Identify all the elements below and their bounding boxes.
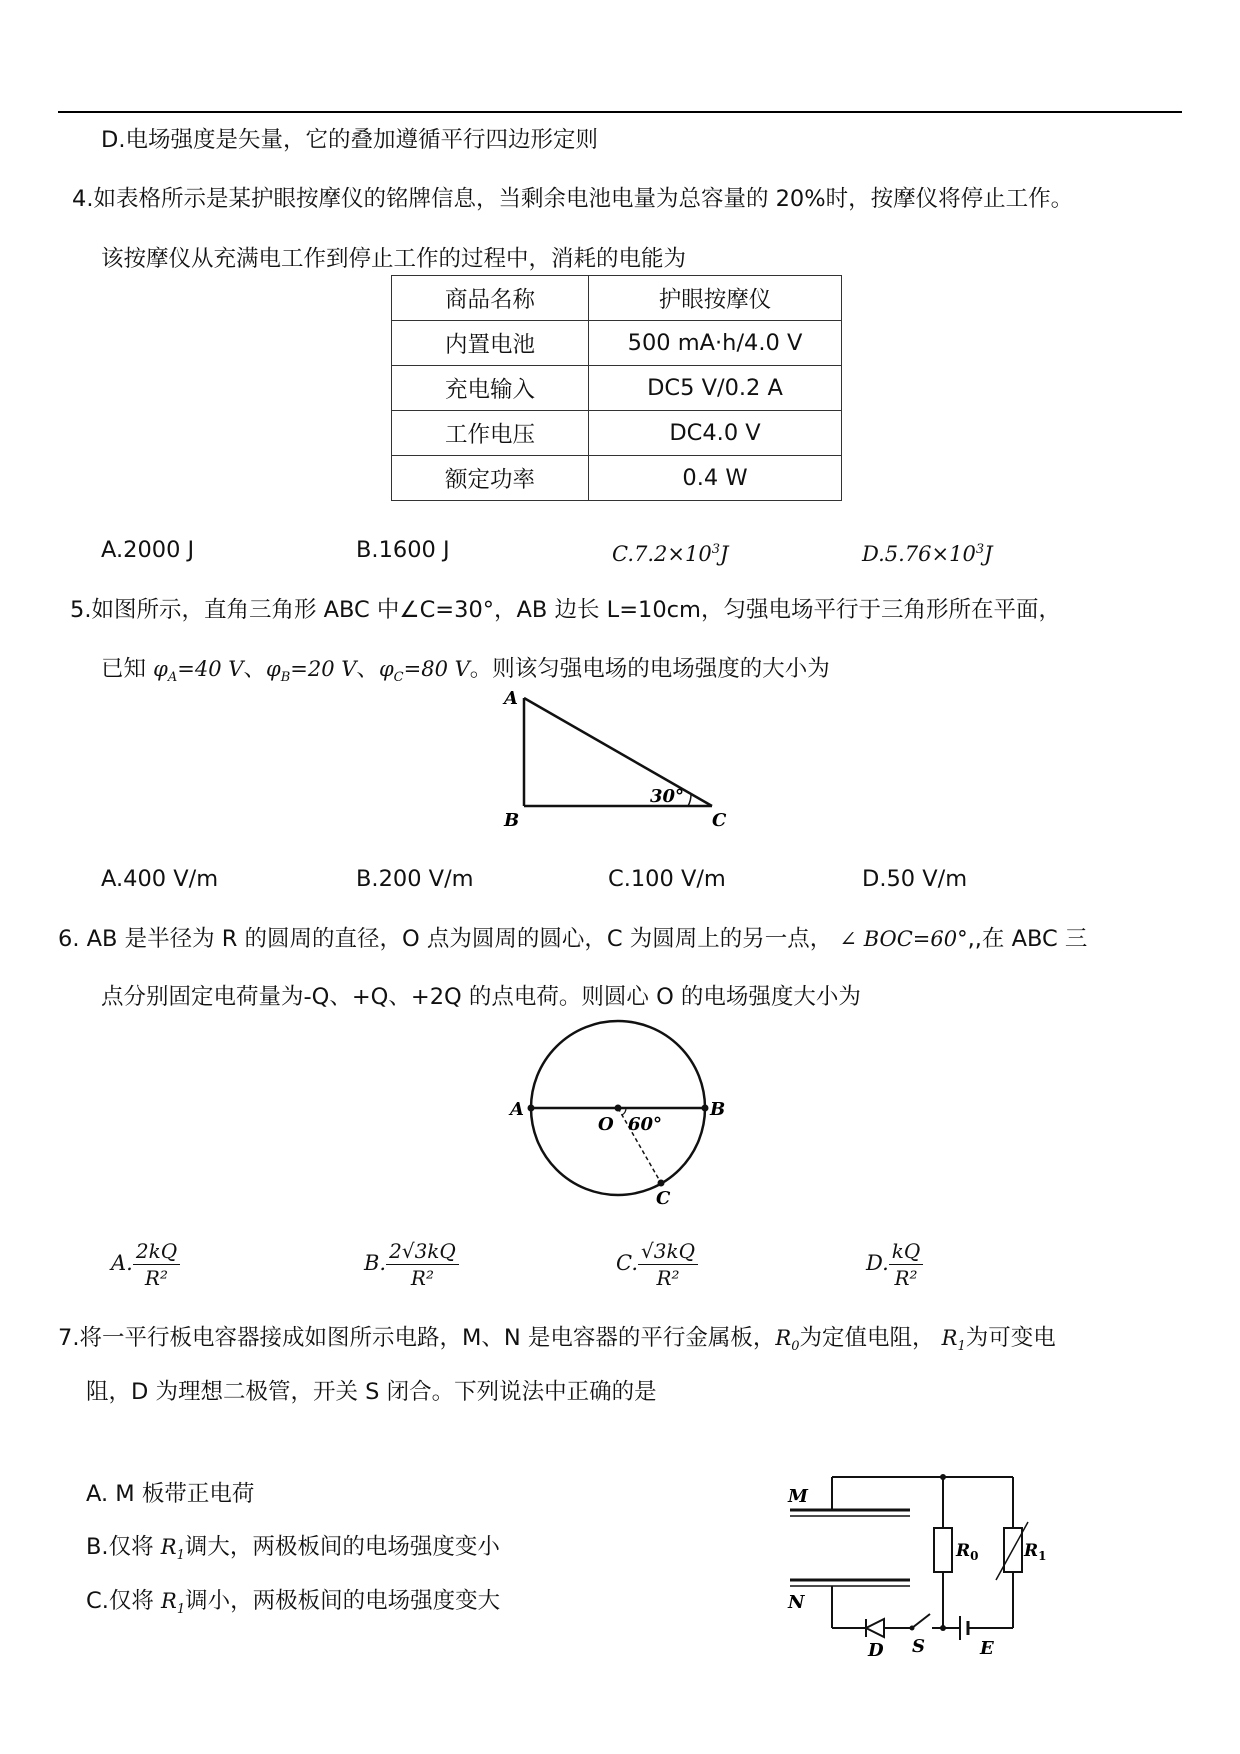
point-c (658, 1180, 665, 1187)
r1-symbol (161, 1589, 186, 1618)
option-d-exponent: 3 (975, 542, 985, 557)
q4-option-d (862, 535, 993, 569)
q5-option-c: C.100 V/m (608, 866, 726, 892)
phi-c (378, 657, 470, 686)
triangle-figure (498, 688, 738, 834)
q5-stem-line1: 5.如图所示，直角三角形 ABC 中∠C=30°，AB 边长 L=10cm，匀强电场平行于三角形所在平面， (70, 597, 1061, 623)
r-letter: R (941, 1326, 958, 1350)
q7-stem-line1 (58, 1323, 1056, 1362)
q7-option-a: A. M 板带正电荷 (86, 1481, 255, 1507)
question-text: 为可变电 (965, 1325, 1056, 1351)
label-m: M (788, 1486, 808, 1507)
label-c: C (712, 810, 727, 831)
separator: 、 (243, 656, 266, 682)
denominator: R² (144, 1266, 168, 1290)
r-letter: R (775, 1326, 792, 1350)
q7-stem-line2: 阻，D 为理想二极管，开关 S 闭合。下列说法中正确的是 (86, 1379, 657, 1405)
r-letter: R (956, 1541, 971, 1561)
option-c-exponent: 3 (711, 542, 720, 557)
switch-pivot (910, 1626, 915, 1631)
q5-option-d: D.50 V/m (862, 866, 968, 892)
denominator: R² (656, 1266, 680, 1290)
numerator: 2kQ (133, 1238, 180, 1265)
label-e: E (980, 1638, 994, 1659)
point-o (615, 1105, 622, 1112)
label-c: C (656, 1188, 671, 1208)
header-rule (58, 111, 1182, 113)
table-cell: 0.4 W (589, 456, 842, 501)
q4-option-a: A.2000 J (101, 537, 195, 563)
denominator: R² (410, 1266, 434, 1290)
option-c-unit: J (720, 542, 729, 566)
fraction (889, 1238, 924, 1291)
numerator: 2√3kQ (386, 1238, 459, 1265)
r-letter: R (1024, 1541, 1039, 1561)
table-row (392, 321, 842, 366)
r1-symbol (941, 1326, 966, 1355)
q3-option-d: D.电场强度是矢量，它的叠加遵循平行四边形定则 (101, 127, 598, 153)
option-d-unit: J (984, 542, 993, 566)
r-subscript: 0 (970, 1549, 979, 1563)
q6-option-a (111, 1235, 180, 1291)
q5-option-b: B.200 V/m (356, 866, 474, 892)
phi-value: =20 V (290, 657, 357, 681)
q6-stem-line1 (58, 924, 1087, 954)
r-subscript: 0 (791, 1339, 800, 1355)
r-letter: R (160, 1535, 177, 1559)
table-cell: DC4.0 V (589, 411, 842, 456)
table-cell: 商品名称 (392, 276, 589, 321)
table-row (392, 276, 842, 321)
phi-subscript: C (393, 670, 404, 686)
option-text: C.仅将 (86, 1588, 154, 1614)
nameplate-table (391, 275, 842, 501)
angle-label: 30° (650, 786, 685, 807)
table-cell: DC5 V/0.2 A (589, 366, 842, 411)
numerator: √3kQ (638, 1238, 698, 1265)
table-cell: 护眼按摩仪 (589, 276, 842, 321)
q4-option-c (612, 535, 728, 569)
table-cell: 充电输入 (392, 366, 589, 411)
question-text: 为定值电阻， (799, 1325, 935, 1351)
r0-symbol (775, 1326, 800, 1355)
known-label: 已知 (101, 656, 147, 682)
phi-b (265, 657, 357, 686)
option-text: 调大，两极板间的电场强度变小 (184, 1534, 500, 1560)
r-subscript: 1 (1038, 1549, 1047, 1563)
option-d-base: D.5.76×10 (862, 542, 976, 566)
r-letter: R (161, 1589, 177, 1613)
q5-option-a: A.400 V/m (101, 866, 219, 892)
q6-option-c (616, 1235, 698, 1291)
table-row (392, 366, 842, 411)
angle-label: 60° (628, 1114, 663, 1135)
table-cell: 内置电池 (392, 321, 589, 366)
table-row (392, 456, 842, 501)
r-subscript: 1 (176, 1602, 186, 1618)
phi-subscript: A (167, 670, 178, 686)
label-o: O (598, 1114, 614, 1135)
question-text: ,,在 ABC 三 (967, 926, 1088, 952)
label-b: B (710, 1099, 726, 1120)
option-c-base: C.7.2×10 (612, 542, 712, 566)
fraction (386, 1238, 459, 1291)
option-label: A. (111, 1251, 133, 1275)
question-text: 。则该匀强电场的电场强度的大小为 (469, 656, 830, 682)
separator: 、 (356, 656, 379, 682)
label-s: S (912, 1636, 925, 1657)
question-text: 6. AB 是半径为 R 的圆周的直径，O 点为圆周的圆心，C 为圆周上的另一点， (58, 926, 833, 952)
switch-s (912, 1614, 930, 1628)
resistor-r0 (934, 1528, 952, 1572)
junction-top (940, 1474, 946, 1480)
phi-symbol: φ (378, 657, 394, 681)
diode-d (866, 1619, 884, 1637)
numerator: kQ (889, 1238, 924, 1265)
fraction (638, 1238, 698, 1291)
phi-a (153, 657, 244, 686)
question-text: 7.将一平行板电容器接成如图所示电路，M、N 是电容器的平行金属板， (58, 1325, 776, 1351)
table-cell: 工作电压 (392, 411, 589, 456)
label-a: A (510, 1099, 524, 1120)
phi-value: =40 V (177, 657, 244, 681)
phi-subscript: B (280, 670, 291, 686)
angle-arc (688, 794, 691, 806)
label-r1 (1023, 1541, 1047, 1563)
table-cell: 额定功率 (392, 456, 589, 501)
circuit-figure (784, 1470, 1054, 1660)
label-a: A (504, 688, 518, 709)
table-cell: 500 mA·h/4.0 V (589, 321, 842, 366)
q4-stem-line2: 该按摩仪从充满电工作到停止工作的过程中，消耗的电能为 (101, 246, 687, 272)
q6-stem-line2: 点分别固定电荷量为-Q、+Q、+2Q 的点电荷。则圆心 O 的电场强度大小为 (101, 984, 861, 1010)
q7-option-b (86, 1532, 500, 1571)
q6-option-d (866, 1235, 923, 1291)
point-b (702, 1105, 709, 1112)
option-label: C. (616, 1251, 638, 1275)
q6-option-b (364, 1235, 459, 1291)
circle-figure (502, 1018, 736, 1208)
q7-option-c (86, 1586, 500, 1625)
phi-symbol: φ (265, 657, 281, 681)
option-label: D. (866, 1251, 889, 1275)
r-subscript: 1 (176, 1548, 185, 1564)
angle-expression: ∠ BOC=60° (839, 927, 968, 951)
q4-option-b: B.1600 J (356, 537, 450, 563)
option-label: B. (364, 1251, 387, 1275)
r-subscript: 1 (957, 1339, 966, 1355)
q4-stem-line1: 4.如表格所示是某护眼按摩仪的铭牌信息，当剩余电池电量为总容量的 20%时，按摩仪将停止工作。 (72, 186, 1074, 212)
fraction (133, 1238, 180, 1291)
phi-symbol: φ (153, 657, 168, 681)
label-d: D (868, 1640, 884, 1660)
phi-value: =80 V (403, 657, 470, 681)
label-n: N (788, 1592, 805, 1613)
option-text: 调小，两极板间的电场强度变大 (185, 1588, 501, 1614)
option-text: B.仅将 (86, 1534, 154, 1560)
label-r0 (955, 1541, 979, 1563)
r1-symbol (160, 1535, 185, 1564)
junction-bottom (940, 1625, 946, 1631)
denominator: R² (894, 1266, 918, 1290)
label-b: B (504, 810, 520, 831)
table-row (392, 411, 842, 456)
point-a (528, 1105, 535, 1112)
